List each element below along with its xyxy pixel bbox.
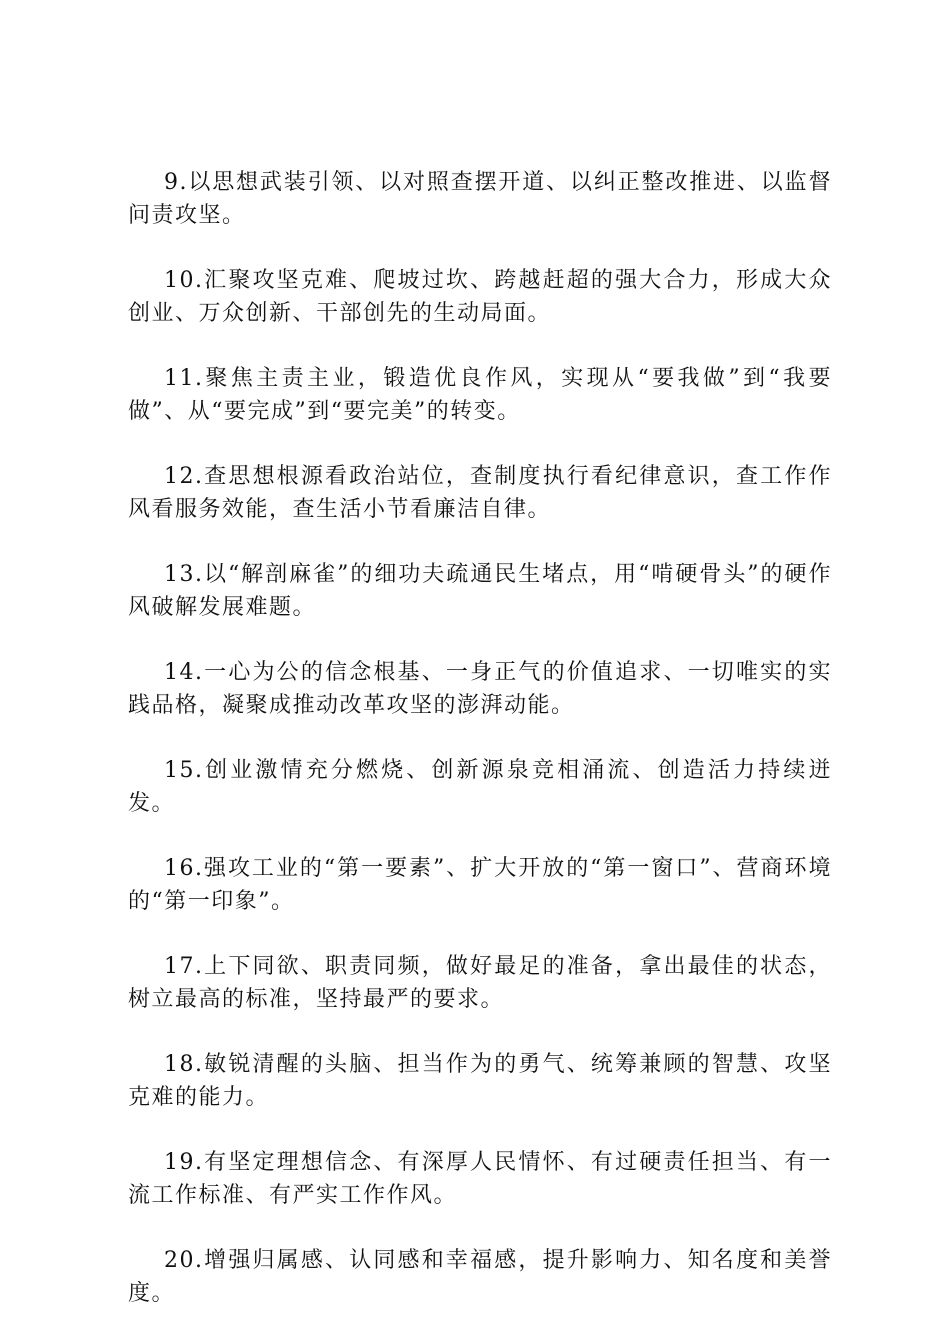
paragraph-item-18: 18.敏锐清醒的头脑、担当作为的勇气、统筹兼顾的智慧、攻坚克难的能力。 xyxy=(128,1052,832,1110)
paragraph-item-20: 20.增强归属感、认同感和幸福感，提升影响力、知名度和美誉度。 xyxy=(128,1248,832,1306)
paragraph-item-11: 11.聚焦主责主业，锻造优良作风，实现从“要我做”到“我要做”、从“要完成”到“要完美”的转变。 xyxy=(128,366,832,424)
paragraph-item-19: 19.有坚定理想信念、有深厚人民情怀、有过硬责任担当、有一流工作标准、有严实工作作风。 xyxy=(128,1150,832,1208)
paragraph-item-10: 10.汇聚攻坚克难、爬坡过坎、跨越赶超的强大合力，形成大众创业、万众创新、干部创先的生动局面。 xyxy=(128,268,832,326)
paragraph-item-17: 17.上下同欲、职责同频，做好最足的准备，拿出最佳的状态，树立最高的标准，坚持最严的要求。 xyxy=(128,954,832,1012)
document-body xyxy=(128,166,832,1342)
paragraph-item-12: 12.查思想根源看政治站位，查制度执行看纪律意识，查工作作风看服务效能，查生活小节看廉洁自律。 xyxy=(128,464,832,522)
paragraph-item-15: 15.创业激情充分燃烧、创新源泉竞相涌流、创造活力持续迸发。 xyxy=(128,758,832,816)
paragraph-item-14: 14.一心为公的信念根基、一身正气的价值追求、一切唯实的实践品格，凝聚成推动改革攻坚的澎湃动能。 xyxy=(128,660,832,718)
paragraph-item-9: 9.以思想武装引领、以对照查摆开道、以纠正整改推进、以监督问责攻坚。 xyxy=(128,170,832,228)
paragraph-item-16: 16.强攻工业的“第一要素”、扩大开放的“第一窗口”、营商环境的“第一印象”。 xyxy=(128,856,832,914)
paragraph-item-13: 13.以“解剖麻雀”的细功夫疏通民生堵点，用“啃硬骨头”的硬作风破解发展难题。 xyxy=(128,562,832,620)
